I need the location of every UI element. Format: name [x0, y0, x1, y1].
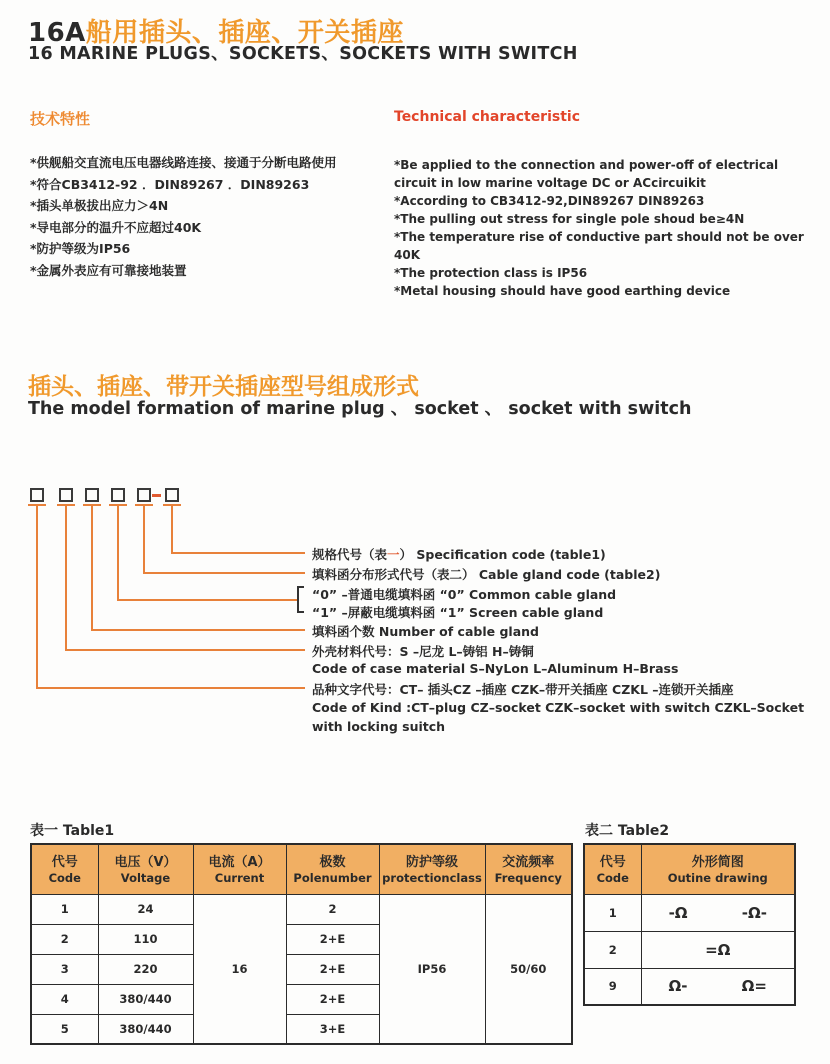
table1-header-voltage: 电压（V） Voltage — [98, 844, 193, 894]
connector-line — [143, 572, 305, 574]
tech-item-cn: *金属外表应有可靠接地装置 — [30, 262, 187, 278]
cell-outline-drawing — [641, 931, 795, 968]
label-case-material-cn: 外壳材料代号：S –尼龙 L–铸铝 H–铸铜 — [312, 644, 534, 659]
cell-outline-drawing — [641, 968, 795, 1005]
cell-code: 2 — [584, 931, 641, 968]
model-heading-en: The model formation of marine plug 、 socket 、 socket with switch — [28, 399, 692, 419]
tech-item-en: *Be applied to the connection and power-off of electrical circuit in low marine voltage DC or ACcircuikit — [394, 158, 779, 190]
tech-list-en — [394, 156, 822, 300]
cell-code: 2 — [31, 924, 98, 954]
cell-pole: 3+E — [286, 1014, 379, 1044]
connector-line — [171, 552, 305, 554]
connector-line — [65, 649, 305, 651]
connector-line — [91, 505, 93, 631]
table2-header-code: 代号 Code — [584, 844, 641, 894]
tech-item-en: *The pulling out stress for single pole shoud be≥4N — [394, 212, 745, 226]
tech-item-en: *Metal housing should have good earthing device — [394, 284, 731, 298]
label-gland-number: 填料函个数 Number of cable gland — [312, 624, 539, 639]
label-option-0: “0” –普通电缆填料函 “0” Common cable gland — [312, 587, 617, 602]
label-option-1: “1” –屏蔽电缆填料函 “1” Screen cable gland — [312, 605, 604, 620]
cell-protection: IP56 — [379, 894, 485, 1044]
tech-heading-cn: 技术特性 — [30, 110, 91, 128]
table1-header-current: 电流（A） Current — [193, 844, 286, 894]
tech-list-cn — [30, 152, 385, 281]
connector-line — [36, 505, 38, 689]
table1 — [30, 843, 573, 1045]
cell-pole: 2+E — [286, 954, 379, 984]
gland-symbol: =Ω — [705, 940, 731, 959]
model-code-box — [59, 488, 73, 502]
model-code-box — [85, 488, 99, 502]
tech-item-en: *The temperature rise of conductive part should not be over 40K — [394, 230, 804, 262]
table2-caption: 表二 Table2 — [585, 823, 670, 839]
tech-item-cn: *符合CB3412-92 ．DIN89267 ．DIN89263 — [30, 176, 310, 192]
table-row — [584, 931, 795, 968]
connector-line — [171, 505, 173, 554]
title-chinese: 船用插头、插座、开关插座 — [85, 18, 404, 48]
model-code-box — [137, 488, 151, 502]
table2-header-outline: 外形简图 Outine drawing — [641, 844, 795, 894]
cell-pole: 2+E — [286, 984, 379, 1014]
label-specification-code — [312, 545, 606, 563]
tech-item-cn: *供舰船交直流电压电器线路连接、接通于分断电路使用 — [30, 155, 337, 170]
cell-code: 4 — [31, 984, 98, 1014]
model-code-box — [165, 488, 179, 502]
connector-line — [117, 505, 119, 601]
table1-header-protectionclass: 防护等级 protectionclass — [379, 844, 485, 894]
spec-label-part: 规格代号（表 — [312, 547, 388, 562]
model-code-dash — [152, 494, 161, 497]
cell-frequency: 50/60 — [485, 894, 572, 1044]
option-bracket — [297, 586, 304, 613]
spec-label-part: ） Specification code (table1) — [399, 547, 606, 562]
cell-pole: 2+E — [286, 924, 379, 954]
label-kind-code-en-wrap: with locking suitch — [312, 719, 446, 734]
cell-voltage: 110 — [98, 924, 193, 954]
table-row — [31, 894, 572, 924]
cell-voltage: 380/440 — [98, 984, 193, 1014]
cell-voltage: 24 — [98, 894, 193, 924]
table-row — [584, 968, 795, 1005]
cell-outline-drawing — [641, 894, 795, 931]
gland-symbol: -Ω- — [741, 903, 767, 922]
tech-item-en: *The protection class is IP56 — [394, 266, 588, 280]
cell-code: 1 — [31, 894, 98, 924]
cell-code: 9 — [584, 968, 641, 1005]
table1-header-frequency: 交流频率 Frequency — [485, 844, 572, 894]
tech-item-cn: *插头单极拔出应力＞4N — [30, 198, 169, 213]
label-kind-code-cn: 品种文字代号：CT– 插头CZ –插座 CZK–带开关插座 CZKL –连锁开关插座 — [312, 682, 734, 697]
cell-pole: 2 — [286, 894, 379, 924]
tech-item-cn: *防护等级为IP56 — [30, 241, 131, 256]
connector-line — [65, 505, 67, 651]
cell-code: 5 — [31, 1014, 98, 1044]
table1-header-code: 代号 Code — [31, 844, 98, 894]
model-code-box — [30, 488, 44, 502]
gland-symbol: Ω- — [668, 977, 688, 996]
cell-voltage: 380/440 — [98, 1014, 193, 1044]
tech-item-cn: *导电部分的温升不应超过40K — [30, 219, 202, 235]
label-gland-code: 填料函分布形式代号（表二） Cable gland code (table2) — [312, 567, 661, 582]
model-heading-cn: 插头、插座、带开关插座型号组成形式 — [28, 374, 419, 400]
spec-label-highlight: 一 — [387, 547, 400, 562]
model-code-box — [111, 488, 125, 502]
cell-code: 3 — [31, 954, 98, 984]
cell-current: 16 — [193, 894, 286, 1044]
title-prefix: 16A — [28, 18, 86, 48]
gland-symbol: -Ω — [668, 903, 688, 922]
connector-line — [117, 599, 297, 601]
label-kind-code-en: Code of Kind :CT–plug CZ–socket CZK–socket with switch CZKL–Socket — [312, 700, 805, 715]
tech-item-en: *According to CB3412-92,DIN89267 DIN89263 — [394, 194, 705, 208]
gland-symbol: Ω= — [741, 977, 767, 996]
table1-header-polenumber: 极数 Polenumber — [286, 844, 379, 894]
label-case-material-en: Code of case material S–NyLon L–Aluminum H–Brass — [312, 661, 679, 676]
table2 — [583, 843, 796, 1006]
table-row — [584, 894, 795, 931]
cell-code: 1 — [584, 894, 641, 931]
tech-heading-en: Technical characteristic — [394, 109, 581, 125]
table1-caption: 表一 Table1 — [30, 823, 115, 839]
cell-voltage: 220 — [98, 954, 193, 984]
connector-line — [91, 629, 305, 631]
connector-line — [143, 505, 145, 574]
page-subtitle: 16 MARINE PLUGS、SOCKETS、SOCKETS WITH SWITCH — [28, 44, 578, 64]
connector-line — [36, 687, 305, 689]
